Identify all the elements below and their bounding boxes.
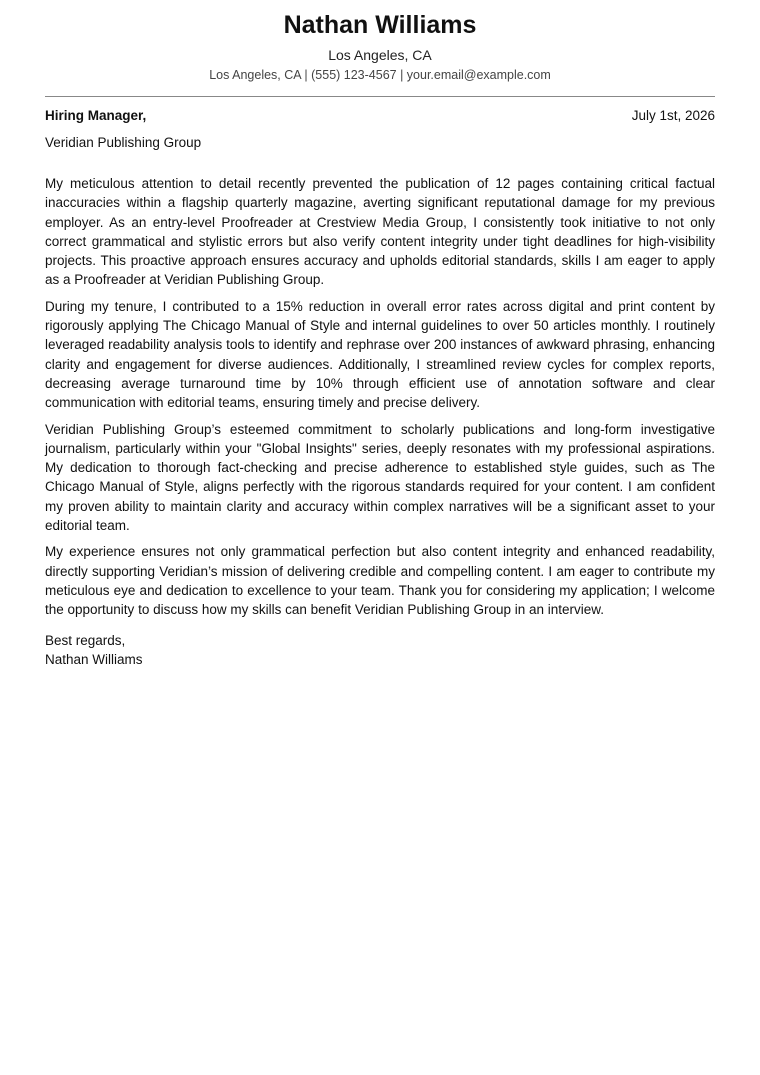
letter-body [45,174,715,620]
closing-signature: Nathan Williams [45,651,143,667]
recipient-company: Veridian Publishing Group [45,135,202,150]
letter-header [45,0,715,84]
body-paragraph: During my tenure, I contributed to a 15% reduction in overall error rates across digital and print content by rigorously applying The Chicago Manual of Style and internal guidelines to over 50 articles monthly. I routinely leveraged readability analysis tools to identify and rephrase over 200 instances of awkward phrasing, enhancing clarity and engagement for diverse audiences. Additionally, I streamlined review cycles for complex reports, decreasing average turnaround time by 10% through efficient use of annotation software and clear communication with editorial teams, ensuring timely and precise delivery. [45,298,715,411]
closing-signoff: Best regards, [45,632,126,648]
recipient-row [45,107,715,125]
header-divider [45,96,715,97]
letter-date: July 1st, 2026 [631,108,715,123]
contact-line: Los Angeles, CA | (555) 123-4567 | your.email@example.com [209,68,551,82]
letter-closing [45,631,715,670]
applicant-name: Nathan Williams [283,11,477,39]
applicant-location: Los Angeles, CA [328,47,432,63]
recipient-salutation: Hiring Manager, [45,108,147,123]
body-paragraph: My meticulous attention to detail recently prevented the publication of 12 pages containing critical factual inaccuracies within a flagship quarterly magazine, averting significant reputational damage for my previous employer. As an entry-level Proofreader at Crestview Media Group, I consistently took initiative to not only correct grammatical and stylistic errors but also verify content integrity under tight deadlines for high-visibility projects. This proactive approach ensures accuracy and upholds editorial standards, skills I am eager to apply as a Proofreader at Veridian Publishing Group. [45,176,715,288]
body-paragraph: My experience ensures not only grammatical perfection but also content integrity and enhanced readability, directly supporting Veridian’s mission of delivering credible and compelling content. I am eager to contribute my meticulous eye and dedication to excellence to your team. Thank you for considering my application; I welcome the opportunity to discuss how my skills can benefit Veridian Publishing Group in an interview. [45,544,715,618]
body-paragraph: Veridian Publishing Group’s esteemed commitment to scholarly publications and long-form investigative journalism, particularly within your "Global Insights" series, deeply resonates with my professional aspirations. My dedication to thorough fact-checking and precise adherence to established style guides, such as The Chicago Manual of Style, aligns perfectly with the rigorous standards required for your content. I am confident my proven ability to maintain clarity and accuracy within complex narratives will be a significant asset to your editorial team. [45,421,715,534]
